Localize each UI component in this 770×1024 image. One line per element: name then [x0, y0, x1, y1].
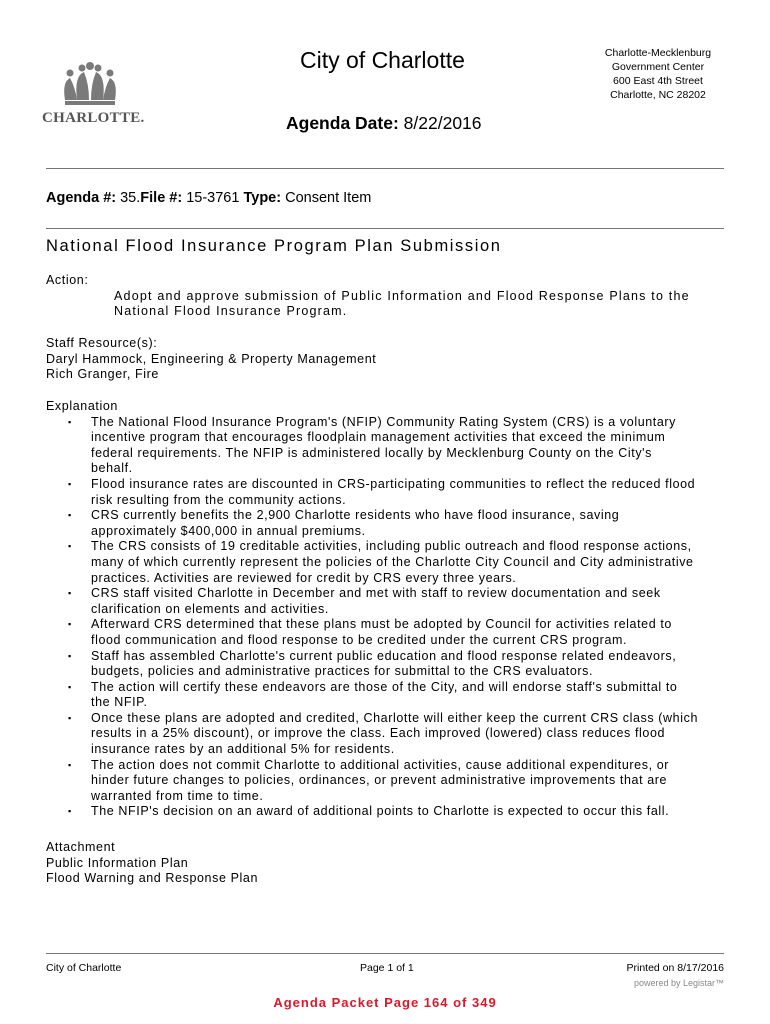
bullet-line: Staff has assembled Charlotte's current public education and flood response related endeavors,	[91, 648, 677, 663]
agenda-number-label: Agenda #:	[46, 190, 117, 206]
logo-wordmark: CHARLOTTE.	[42, 110, 145, 126]
bullet-line: results in a 25% discount), or improve the class. Each improved (lowered) class reduces flood	[91, 726, 666, 741]
bullet-line: budgets, policies and administrative practices for submittal to the CRS evaluators.	[91, 664, 594, 679]
divider	[46, 168, 724, 169]
explanation-bullet	[46, 804, 736, 820]
footer-printed: Printed on 8/17/2016	[626, 962, 724, 974]
bullet-line: Afterward CRS determined that these plans must be adopted by Council for activities related to	[91, 617, 672, 632]
bullet-line: many of which currently represent the policies of the Charlotte City Council and City administrative	[91, 554, 694, 569]
explanation-bullet	[46, 649, 736, 680]
bullet-line: hinder future changes to policies, ordinances, or prevent administrative improvements that are	[91, 773, 668, 788]
powered-by-legistar: powered by Legistar™	[633, 978, 724, 988]
bullet-marker-icon: ▪	[68, 759, 72, 770]
address-line: Charlotte-Mecklenburg	[604, 47, 712, 59]
bullet-line: Once these plans are adopted and credited, Charlotte will either keep the current CRS class (which	[91, 710, 699, 725]
city-logo	[42, 60, 145, 127]
bullet-marker-icon: ▪	[68, 478, 72, 489]
staff-person: Rich Granger, Fire	[46, 367, 159, 382]
bullet-line: the NFIP.	[91, 695, 148, 710]
bullet-line: The action will certify these endeavors are those of the City, and will endorse staff's submittal to	[91, 679, 678, 694]
bullet-line: approximately $400,000 in annual premiums.	[91, 523, 366, 538]
attachment-item: Flood Warning and Response Plan	[46, 871, 259, 886]
agenda-date	[286, 113, 482, 134]
explanation-bullet	[46, 711, 736, 758]
bullet-line: warranted from time to time.	[91, 788, 264, 803]
agenda-date-value: 8/22/2016	[403, 113, 482, 133]
type-label: Type:	[243, 190, 282, 206]
bullet-line: The action does not commit Charlotte to additional activities, cause additional expenditures, or	[91, 757, 670, 772]
explanation-bullet	[46, 586, 736, 617]
agenda-packet-page: Agenda Packet Page 164 of 349	[273, 995, 497, 1010]
bullet-line: practices. Activities are reviewed for credit by CRS every three years.	[91, 570, 517, 585]
action-line: Adopt and approve submission of Public Information and Flood Response Plans to the	[114, 288, 690, 303]
explanation-bullet	[46, 415, 736, 477]
bullet-line: Flood insurance rates are discounted in CRS-participating communities to reflect the reduced flood	[91, 476, 696, 491]
bullet-marker-icon: ▪	[68, 712, 72, 723]
address-line: Charlotte, NC 28202	[610, 89, 706, 101]
staff-section	[46, 336, 736, 383]
explanation-section	[46, 399, 736, 820]
bullet-marker-icon: ▪	[68, 510, 72, 521]
bullet-line: incentive program that encourages floodplain management activities that exceed the minimum	[91, 430, 666, 445]
attachment-section	[46, 840, 736, 887]
address-line: Government Center	[611, 61, 705, 73]
file-number: 15-3761	[182, 190, 244, 206]
footer-page: Page 1 of 1	[360, 962, 414, 974]
bullet-marker-icon: ▪	[68, 650, 72, 661]
bullet-marker-icon: ▪	[68, 681, 72, 692]
attachment-label: Attachment	[46, 840, 116, 854]
explanation-bullet	[46, 617, 736, 648]
action-line: National Flood Insurance Program.	[114, 304, 348, 319]
explanation-bullet	[46, 680, 736, 711]
bullet-line: risk resulting from the community actions.	[91, 492, 347, 507]
footer-city: City of Charlotte	[46, 962, 122, 974]
explanation-bullet	[46, 758, 736, 805]
bullet-marker-icon: ▪	[68, 806, 72, 817]
crown-icon	[59, 60, 121, 106]
bullet-line: CRS currently benefits the 2,900 Charlotte residents who have flood insurance, saving	[91, 508, 620, 523]
divider	[46, 228, 724, 229]
file-number-label: File #:	[140, 190, 183, 206]
bullet-marker-icon: ▪	[68, 588, 72, 599]
staff-label: Staff Resource(s):	[46, 336, 158, 350]
explanation-label: Explanation	[46, 399, 118, 413]
action-section	[46, 273, 736, 320]
agenda-meta	[46, 190, 371, 206]
bullet-marker-icon: ▪	[68, 416, 72, 427]
bullet-line: CRS staff visited Charlotte in December and met with staff to review documentation and seek	[91, 586, 661, 601]
attachment-item: Public Information Plan	[46, 855, 189, 870]
explanation-bullet	[46, 508, 736, 539]
item-title: National Flood Insurance Program Plan Submission	[46, 237, 502, 255]
footer-divider	[46, 953, 724, 954]
city-title: City of Charlotte	[300, 47, 465, 73]
staff-person: Daryl Hammock, Engineering & Property Management	[46, 351, 377, 366]
bullet-line: clarification on elements and activities.	[91, 601, 329, 616]
bullet-line: behalf.	[91, 461, 133, 476]
bullet-line: The CRS consists of 19 creditable activities, including public outreach and flood response actions,	[91, 539, 692, 554]
action-label: Action:	[46, 273, 89, 287]
agenda-date-label: Agenda Date:	[286, 113, 399, 133]
explanation-bullet	[46, 477, 736, 508]
explanation-list	[46, 415, 736, 820]
bullet-line: The NFIP's decision on an award of additional points to Charlotte is expected to occur this fall.	[91, 804, 670, 819]
type-value: Consent Item	[281, 190, 372, 206]
bullet-line: The National Flood Insurance Program's (NFIP) Community Rating System (CRS) is a voluntary	[91, 414, 677, 429]
agenda-number: 35.	[116, 190, 141, 206]
address-block	[580, 46, 736, 102]
explanation-bullet	[46, 539, 736, 586]
bullet-line: insurance rates by an additional 5% for residents.	[91, 742, 395, 757]
bullet-line: flood communication and flood response to be credited under the current CRS program.	[91, 632, 628, 647]
address-line: 600 East 4th Street	[613, 75, 703, 87]
bullet-marker-icon: ▪	[68, 619, 72, 630]
bullet-marker-icon: ▪	[68, 541, 72, 552]
bullet-line: federal requirements. The NFIP is administered locally by Mecklenburg County on the City's	[91, 445, 653, 460]
